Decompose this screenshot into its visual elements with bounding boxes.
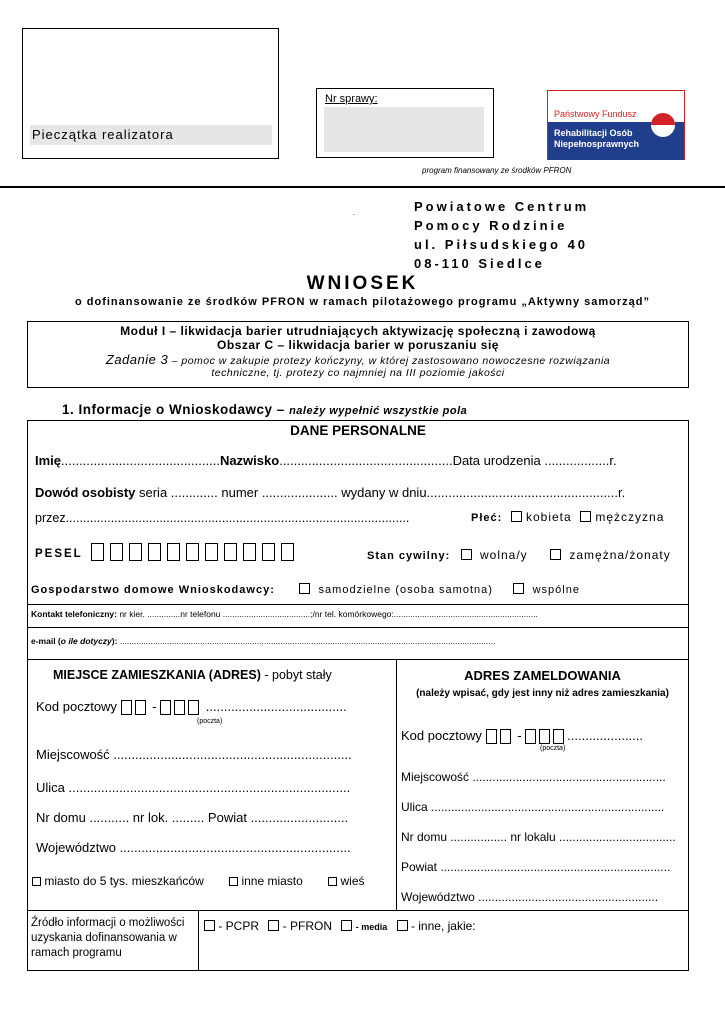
pesel-digit-box[interactable] — [167, 543, 180, 561]
pcpr-label: - PCPR — [218, 919, 260, 933]
registration-powiat[interactable]: Powiat ..................................................................... — [401, 860, 671, 874]
registration-poczta-field[interactable]: ..................... — [567, 728, 644, 743]
pesel-digit-box[interactable] — [224, 543, 237, 561]
residence-kod-label: Kod pocztowy — [36, 699, 117, 714]
residence-wojewodztwo[interactable]: Województwo ................................................................ — [36, 840, 351, 855]
phone-row — [31, 609, 538, 619]
source-divider — [198, 910, 199, 971]
pesel-row — [35, 543, 300, 561]
pesel-digit-box[interactable] — [129, 543, 142, 561]
registration-postal-row — [401, 728, 643, 744]
case-number-box — [316, 88, 494, 158]
postal-digit-box[interactable] — [553, 729, 564, 744]
task-label: Zadanie 3 — [105, 352, 169, 367]
header-divider — [0, 186, 725, 188]
source-options-row — [204, 919, 476, 933]
registration-wojewodztwo[interactable]: Województwo ...................................................... — [401, 890, 659, 904]
phone-field[interactable]: nr kier. ..............nr telefonu .....................................;/nr tel. komórkowego:............................................................. — [116, 609, 538, 619]
source-label-line1: Źródło informacji o możliwości — [31, 917, 185, 929]
address-line4: 08-110 Siedlce — [414, 256, 545, 271]
contact-divider-top — [27, 604, 689, 605]
wies-label: wieś — [340, 874, 365, 888]
module-task-line2: techniczne, tj. protezy co najmniej na III poziomie jakości — [211, 367, 505, 379]
logo-line3: Niepełnosprawnych — [554, 139, 640, 149]
issued-by-field[interactable]: przez................................................................................................... — [35, 511, 410, 525]
registration-miejscowosc[interactable]: Miejscowość .......................................................... — [401, 770, 666, 784]
inne-label: - inne, jakie: — [410, 919, 476, 933]
case-number-label: Nr sprawy: — [325, 93, 378, 105]
marital-row — [367, 548, 671, 562]
residence-heading — [53, 668, 332, 682]
pesel-digit-box[interactable] — [262, 543, 275, 561]
source-label-line2: uzyskania dofinansowania w — [31, 932, 177, 944]
task-text1: – pomoc w zakupie protezy kończyny, w której zastosowano nowoczesne rozwiązania — [168, 355, 611, 367]
case-number-field[interactable] — [324, 107, 484, 152]
pesel-digit-box[interactable] — [186, 543, 199, 561]
wolna-label: wolna/y — [479, 548, 528, 562]
postal-digit-box[interactable] — [486, 729, 497, 744]
residence-locality-row — [32, 874, 365, 888]
media-checkbox[interactable] — [341, 920, 352, 931]
address-line3: ul. Piłsudskiego 40 — [414, 237, 589, 252]
funded-note: program finansowany ze środków PFRON — [422, 166, 572, 175]
inne-miasto-label: inne miasto — [241, 874, 303, 888]
address-line2: Pomocy Rodzinie — [414, 218, 568, 233]
pesel-digit-box[interactable] — [281, 543, 294, 561]
imie-label: Imię — [35, 453, 62, 468]
phone-label: Kontakt telefoniczny: — [31, 609, 117, 619]
address-line1: Powiatowe Centrum — [414, 199, 590, 214]
module-line1: Moduł I – likwidacja barier utrudniających aktywizację społeczną i zawodową — [120, 324, 596, 338]
name-row — [35, 453, 617, 468]
module-line2: Obszar C – likwidacja barier w poruszaniu się — [217, 338, 499, 352]
stan-label: Stan cywilny: — [367, 550, 451, 562]
email-field[interactable]: ............................................................................................................................................................... — [117, 636, 496, 646]
pesel-digit-box[interactable] — [148, 543, 161, 561]
postal-dash: - — [517, 728, 522, 743]
pesel-digit-box[interactable] — [205, 543, 218, 561]
stamp-label: Pieczątka realizatora — [32, 127, 174, 142]
birth-date-field[interactable]: Data urodzenia ..................r. — [452, 453, 617, 468]
residence-heading-rest: - pobyt stały — [260, 668, 332, 682]
miasto-checkbox[interactable] — [32, 877, 41, 886]
dowod-field[interactable]: seria ............. numer ..................... wydany w dniu.....................................................r. — [135, 485, 626, 500]
postal-digit-box[interactable] — [135, 700, 146, 715]
postal-digit-box[interactable] — [121, 700, 132, 715]
nazwisko-label: Nazwisko — [219, 453, 280, 468]
wspolne-label: wspólne — [532, 584, 580, 596]
postal-digit-box[interactable] — [174, 700, 185, 715]
gender-row — [471, 510, 664, 524]
module-task-line1 — [28, 352, 688, 367]
email-row — [31, 636, 495, 646]
zamezna-checkbox[interactable] — [550, 549, 561, 560]
pcpr-checkbox[interactable] — [204, 920, 215, 931]
residence-poczta-caption: (poczta) — [197, 718, 223, 725]
recipient-address — [414, 197, 589, 273]
pesel-label: PESEL — [35, 548, 83, 560]
source-label-line3: ramach programu — [31, 947, 122, 959]
kobieta-label: kobieta — [525, 510, 572, 524]
mezczyzna-checkbox[interactable] — [580, 511, 591, 522]
residence-poczta-field[interactable]: ....................................... — [205, 699, 347, 714]
registration-poczta-caption: (poczta) — [540, 745, 566, 752]
zamezna-label: zamężna/żonaty — [569, 548, 671, 562]
postal-digit-box[interactable] — [525, 729, 536, 744]
registration-note: (należy wpisać, gdy jest inny niż adres zamieszkania) — [416, 688, 669, 699]
kobieta-checkbox[interactable] — [511, 511, 522, 522]
wspolne-checkbox[interactable] — [513, 583, 524, 594]
samodzielne-checkbox[interactable] — [299, 583, 310, 594]
pesel-digit-box[interactable] — [243, 543, 256, 561]
registration-ulica[interactable]: Ulica ...................................................................... — [401, 800, 665, 814]
household-row — [31, 582, 580, 596]
residence-ulica[interactable]: Ulica .............................................................................. — [36, 780, 351, 795]
plec-label: Płeć: — [471, 512, 503, 524]
wolna-checkbox[interactable] — [461, 549, 472, 560]
email-label: e-mail (o ile dotyczy): — [31, 636, 118, 646]
pesel-digit-box[interactable] — [110, 543, 123, 561]
imie-field[interactable]: ............................................ — [61, 453, 220, 468]
gosp-label: Gospodarstwo domowe Wnioskodawcy: — [31, 584, 275, 596]
pfron-checkbox[interactable] — [268, 920, 279, 931]
page-subtitle: o dofinansowanie ze środków PFRON w ramach pilotażowego programu „Aktywny samorząd” — [74, 296, 651, 308]
dowod-label: Dowód osobisty — [35, 485, 136, 500]
nazwisko-field[interactable]: ................................................ — [279, 453, 453, 468]
logo-emblem-icon — [650, 112, 676, 138]
issued-by-row — [35, 510, 409, 525]
id-row — [35, 485, 625, 500]
postal-digit-box[interactable] — [500, 729, 511, 744]
email-note: o ile dotyczy — [60, 636, 112, 646]
source-label — [31, 916, 184, 961]
residence-miejscowosc[interactable]: Miejscowość .................................................................. — [36, 747, 352, 762]
section1-heading — [62, 402, 467, 417]
postal-digit-box[interactable] — [539, 729, 550, 744]
pfron-logo — [547, 90, 685, 160]
pfron-label: - PFRON — [282, 919, 333, 933]
logo-line1: Państwowy Fundusz — [554, 109, 637, 119]
section1-title: 1. Informacje o Wnioskodawcy – — [62, 402, 290, 417]
registration-kod-label: Kod pocztowy — [401, 728, 482, 743]
logo-line2: Rehabilitacji Osób — [554, 128, 633, 138]
inne-checkbox[interactable] — [397, 920, 408, 931]
registration-heading: ADRES ZAMELDOWANIA — [464, 668, 621, 683]
stamp-box — [22, 28, 279, 159]
postal-digit-box[interactable] — [188, 700, 199, 715]
miasto-label: miasto do 5 tys. mieszkańców — [44, 874, 204, 888]
postal-digit-box[interactable] — [160, 700, 171, 715]
postal-dash: - — [152, 699, 157, 714]
module-box — [27, 321, 689, 388]
media-label: - media — [355, 922, 388, 932]
residence-postal-row — [36, 699, 347, 715]
mezczyzna-label: mężczyzna — [595, 510, 665, 524]
wies-checkbox[interactable] — [328, 877, 337, 886]
residence-heading-bold: MIEJSCE ZAMIESZKANIA (ADRES) — [53, 668, 261, 682]
page-title: WNIOSEK — [306, 273, 419, 294]
pesel-digit-box[interactable] — [91, 543, 104, 561]
stray-dot: . — [353, 208, 356, 217]
inne-miasto-checkbox[interactable] — [229, 877, 238, 886]
section1-note: należy wypełnić wszystkie pola — [289, 405, 468, 417]
dane-personalne-heading: DANE PERSONALNE — [290, 423, 426, 438]
registration-nrdomu[interactable]: Nr domu ................. nr lokalu ................................... — [401, 830, 676, 844]
samodzielne-label: samodzielne (osoba samotna) — [318, 584, 493, 596]
residence-nrdomu[interactable]: Nr domu ........... nr lok. ......... Powiat ........................... — [36, 810, 349, 825]
contact-divider-mid — [27, 627, 689, 628]
